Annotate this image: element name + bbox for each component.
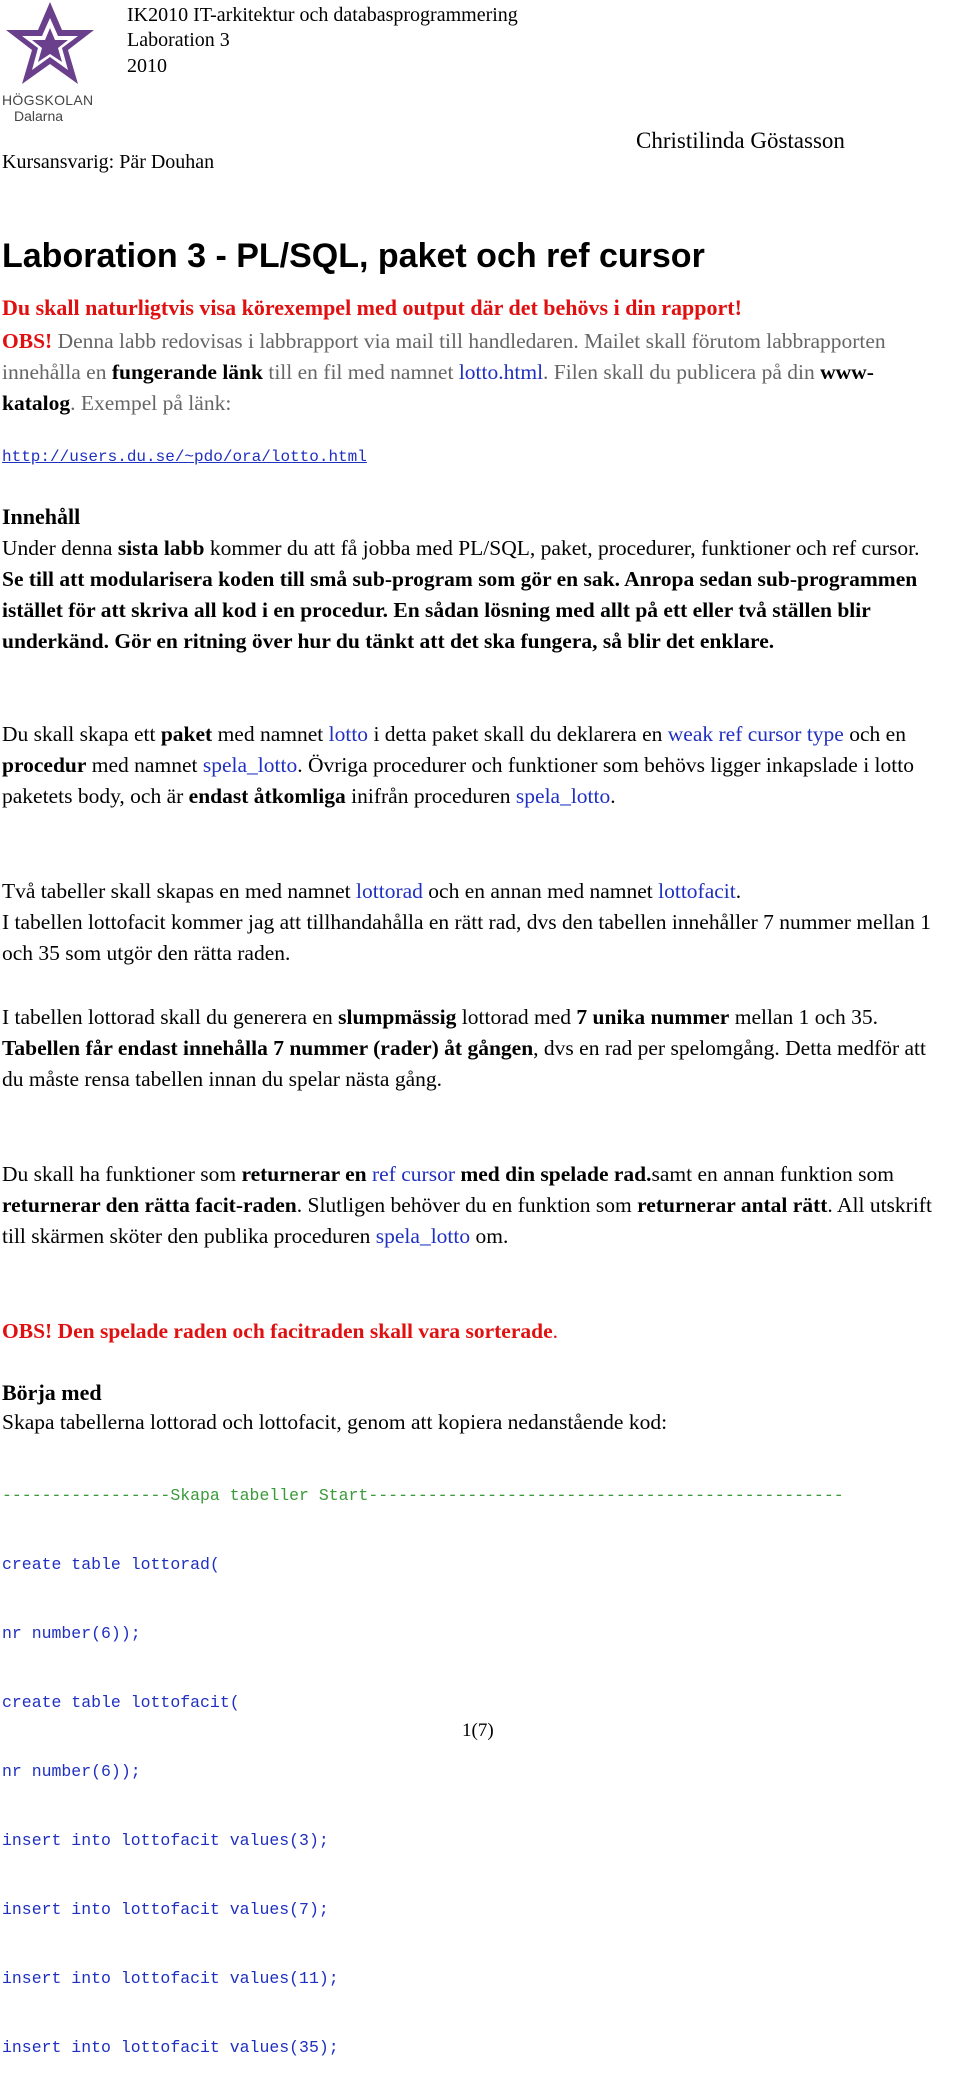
p2-text-1: Du skall skapa ett [2,722,161,746]
obs-text-2: till en fil med namnet [262,360,459,384]
p5-code-1: ref cursor [372,1162,455,1186]
code-line: insert into lottofacit values(35); [2,2038,339,2057]
p5-bold-3: returnerar den rätta facit-raden [2,1193,297,1217]
content-heading: Innehåll [2,504,81,529]
content-bold-2: Se till att modularisera koden till små sub-program som gör en sak. Anropa sedan sub-programmen istället för att skriva all kod i en procedur. En sådan lösning med allt på ett eller två ställen blir underkänd. Gör en ritning över hur du tänkt att det ska fungera, så blir det enklare. [2,567,918,653]
author-name: Christilinda Göstasson [636,128,845,153]
course-name: IK2010 IT-arkitektur och databasprogrammering [127,4,518,26]
year: 2010 [127,55,167,77]
p2-text-3: i detta paket skall du deklarera en [368,722,668,746]
p2-text-5: med namnet [86,753,203,777]
p3-text-2: och en annan med namnet [422,879,659,903]
p3-code-1: lottorad [356,879,423,903]
p5-text-4: samt en annan funktion som [651,1162,894,1186]
p2-text-4: och en [843,722,906,746]
obs-label: OBS! [2,329,53,353]
p5-text-5: . Slutligen behöver du en funktion som [296,1193,638,1217]
obs-sorted-paragraph [2,1316,942,1347]
start-text: Skapa tabellerna lottorad och lottofacit, genom att kopiera nedanstående kod: [2,1410,668,1434]
p2-code-2: weak ref cursor type [667,722,844,746]
p4-text-1: I tabellen lottorad skall du generera en [2,1005,339,1029]
logo [2,0,112,128]
obs2-label: OBS! [2,1319,53,1343]
p2-text-6: . Övriga procedurer och funktioner som behövs ligger inkapslade i lotto paketets body, och är [2,753,914,808]
code-comment: -----------------Skapa tabeller Start------------------------------------------------ [2,1486,844,1505]
logo-text-line2: Dalarna [14,108,64,124]
p2-code-4: spela_lotto [515,784,611,808]
p4-bold-1: slumpmässig [338,1005,457,1029]
star-logo-icon [2,0,98,92]
content-text-2: kommer du att få jobba med PL/SQL, paket, procedurer, funktioner och ref cursor. [204,536,920,560]
obs-paragraph [2,326,942,419]
p5-code-2: spela_lotto [375,1224,471,1248]
subtitle-warning: Du skall naturligtvis visa körexempel med output där det behövs i din rapport! [2,295,742,320]
obs-bold-1: fungerande länk [111,360,263,384]
code-line: nr number(6)); [2,1624,141,1643]
content-bold-1: sista labb [117,536,205,560]
p2-bold-2: procedur [2,753,87,777]
p5-text-1: Du skall ha funktioner som [2,1162,242,1186]
p4-text-4: , dvs en rad per spelomgång. Detta medför att du måste rensa tabellen innan du spelar nästa gång. [2,1036,927,1091]
p3-text-1: Två tabeller skall skapas en med namnet [2,879,357,903]
p2-text-8: . [610,784,616,808]
p2-bold-3: endast åtkomliga [188,784,346,808]
code-line: create table lottofacit( [2,1693,240,1712]
lab-name: Laboration 3 [127,29,230,51]
p2-text-2: med namnet [212,722,329,746]
package-paragraph [2,719,942,812]
p4-bold-3: Tabellen får endast innehålla 7 nummer (rader) åt gången [2,1036,534,1060]
p3-text-3: . [735,879,742,903]
p3-code-2: lottofacit [658,879,736,903]
obs-text-1: Denna labb redovisas i labbrapport via mail till handledaren. Mailet skall förutom labbrapporten innehålla en [2,329,886,384]
page-title: Laboration 3 - PL/SQL, paket och ref cursor [2,237,705,275]
p5-bold-2: med din spelade rad. [460,1162,652,1186]
content-paragraph [2,533,942,657]
course-responsible: Kursansvarig: Pär Douhan [2,151,215,173]
p2-code-1: lotto [328,722,369,746]
p5-bold-1: returnerar en [241,1162,367,1186]
p5-text-7: om. [470,1224,509,1248]
p5-bold-4: returnerar antal rätt [637,1193,828,1217]
p3-text-4: I tabellen lottofacit kommer jag att tillhandahålla en rätt rad, dvs den tabellen innehåller 7 nummer mellan 1 och 35 som utgör den rätta raden. [2,910,931,965]
code-line: insert into lottofacit values(11); [2,1969,339,1988]
p2-code-3: spela_lotto [202,753,298,777]
code-line: insert into lottofacit values(7); [2,1900,329,1919]
obs-text-3: . Filen skall du publicera på din [543,360,821,384]
p2-text-7: inifrån proceduren [345,784,516,808]
tables-paragraph [2,876,942,969]
code-line: insert into lottofacit values(3); [2,1831,329,1850]
code-line: create table lottorad( [2,1555,220,1574]
page-number: 1(7) [462,1720,494,1741]
content-text-1: Under denna [2,536,118,560]
obs2-text: Den spelade raden och facitraden skall vara sorterade [52,1319,553,1343]
p4-text-3: mellan 1 och 35. [729,1005,879,1029]
p2-bold-1: paket [160,722,213,746]
obs-text-4: . Exempel på länk: [70,391,232,415]
code-line: nr number(6)); [2,1762,141,1781]
obs2-dot: . [552,1319,558,1343]
obs-filename: lotto.html [458,360,544,384]
logo-text-line1: HÖGSKOLAN [2,92,94,108]
obs-bold-2: www-katalog [2,360,874,415]
example-link[interactable]: http://users.du.se/~pdo/ora/lotto.html [2,448,367,466]
functions-paragraph [2,1159,942,1252]
p4-text-2: lottorad med [456,1005,577,1029]
p4-bold-2: 7 unika nummer [576,1005,730,1029]
lottorad-paragraph [2,1002,942,1095]
p5-text-6: . All utskrift till skärmen sköter den publika proceduren [2,1193,932,1248]
start-heading: Börja med [2,1380,102,1405]
code-block [2,1438,956,2082]
